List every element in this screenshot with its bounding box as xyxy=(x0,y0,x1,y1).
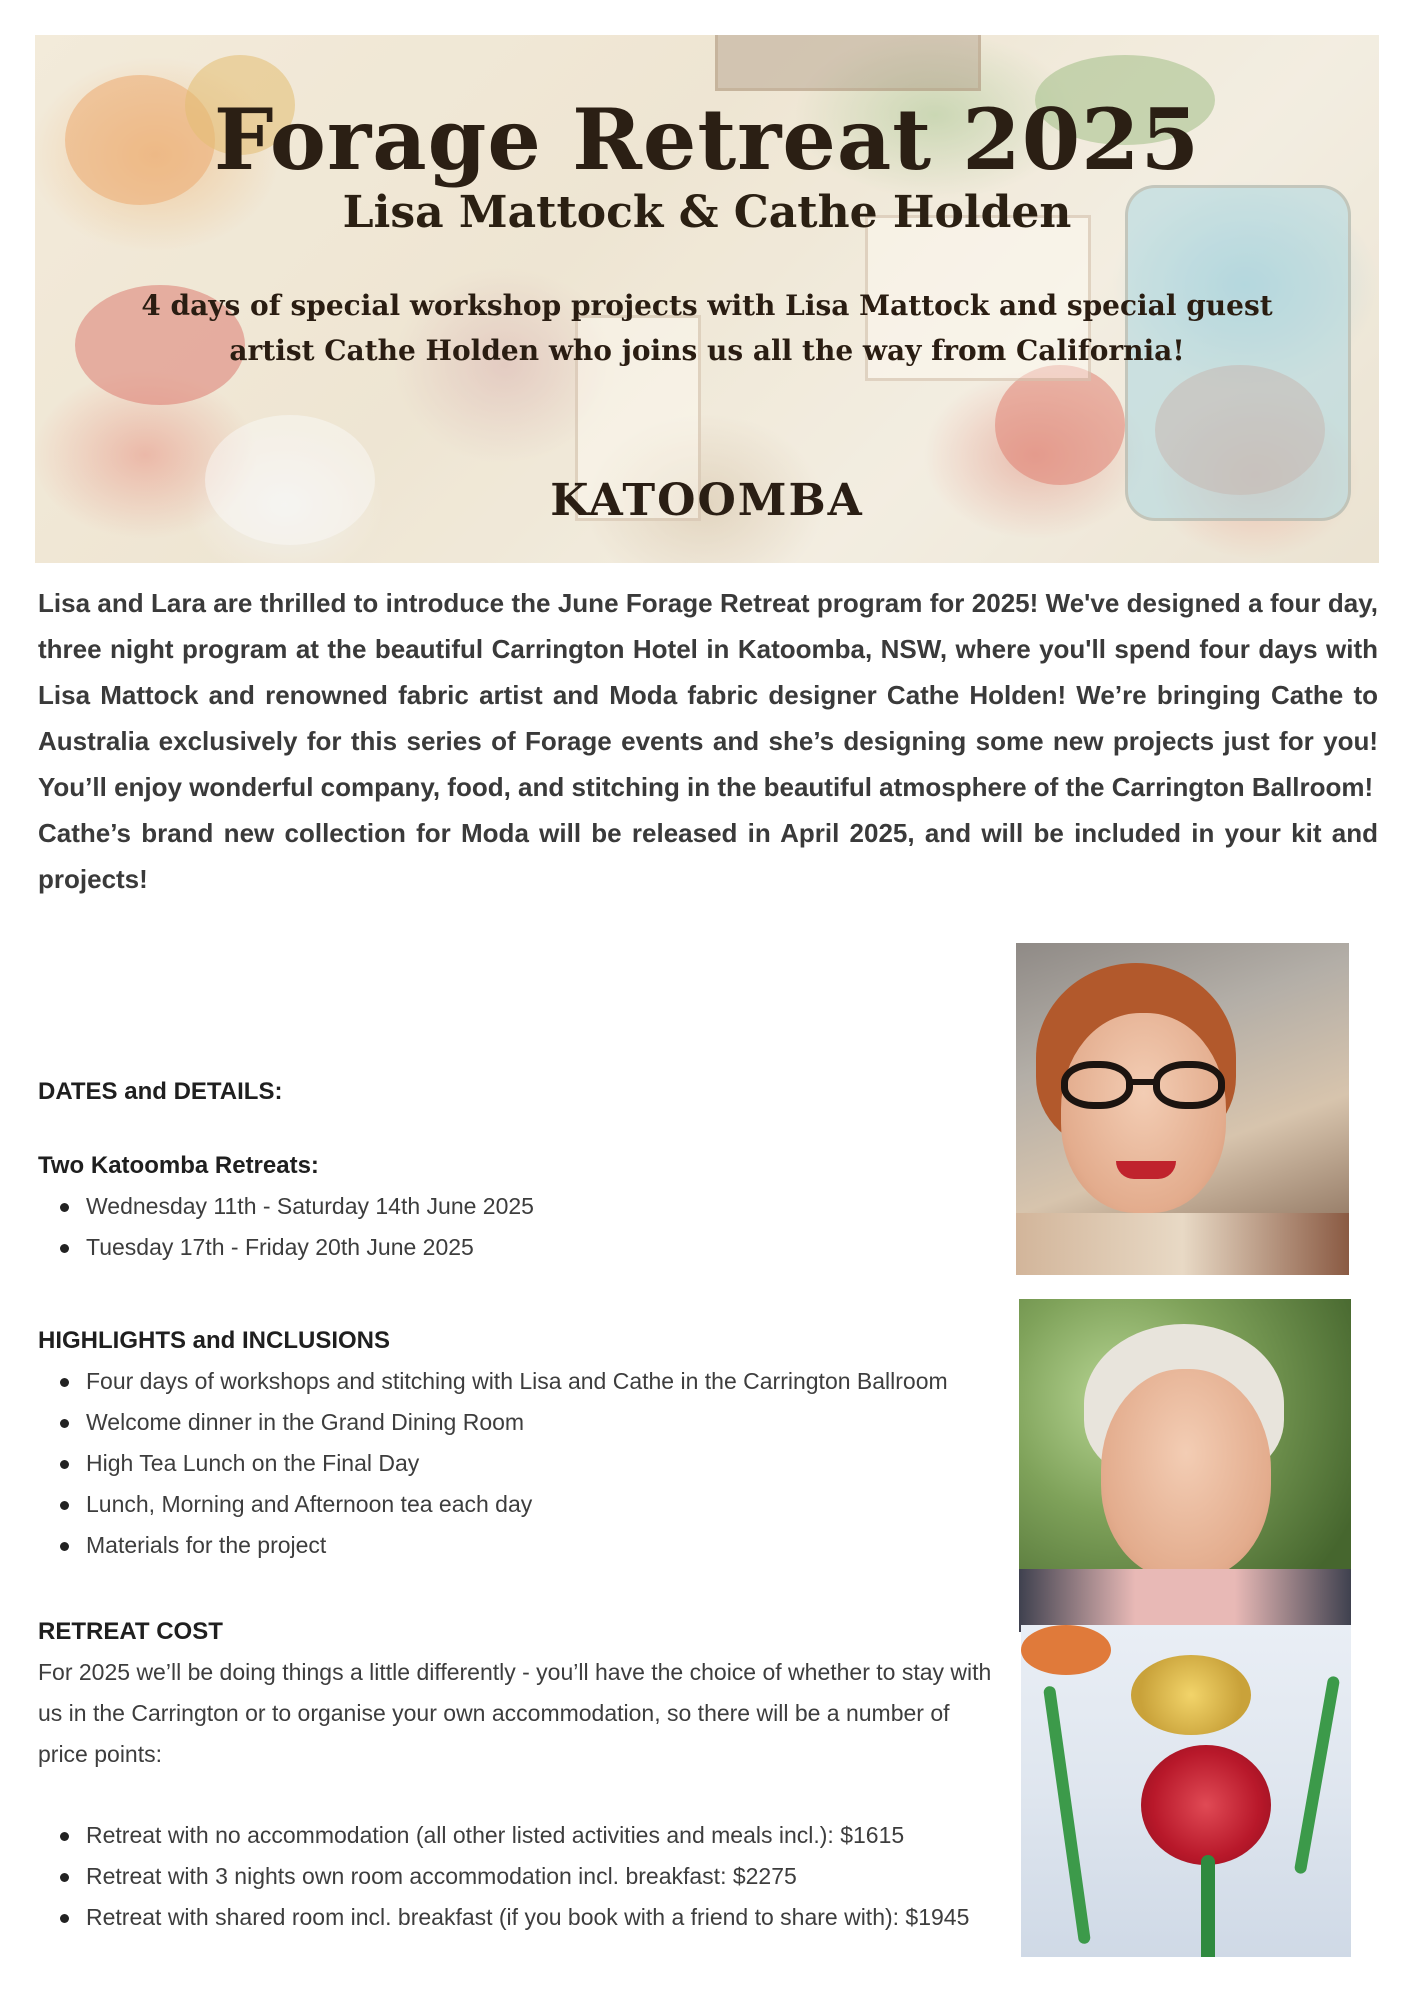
intro-text-2: Cathe’s brand new collection for Moda will be released in April 2025, and will be included in your kit and projects! xyxy=(38,818,1378,894)
photo-lisa xyxy=(1016,943,1349,1275)
location-title: KATOOMBA xyxy=(550,475,864,526)
cost-section xyxy=(38,1612,998,1938)
glasses-icon xyxy=(1061,1061,1236,1113)
list-item: Retreat with 3 nights own room accommodation incl. breakfast: $2275 xyxy=(86,1856,998,1897)
stem-shape xyxy=(1294,1675,1341,1874)
flower-shape xyxy=(1131,1655,1251,1735)
list-item: Tuesday 17th - Friday 20th June 2025 xyxy=(86,1227,998,1268)
stem-shape xyxy=(1043,1685,1091,1944)
header-banner xyxy=(35,35,1379,563)
flower-shape xyxy=(1021,1625,1111,1675)
shirt-shape xyxy=(1016,1213,1349,1275)
highlights-section xyxy=(38,1321,998,1566)
cost-heading: RETREAT COST xyxy=(38,1618,223,1645)
retreats-subheading: Two Katoomba Retreats: xyxy=(38,1152,319,1179)
highlights-heading: HIGHLIGHTS and INCLUSIONS xyxy=(38,1327,391,1354)
photo-cathe xyxy=(1019,1299,1351,1632)
flower-shape xyxy=(1141,1745,1271,1865)
cost-list xyxy=(38,1815,998,1938)
list-item: Lunch, Morning and Afternoon tea each day xyxy=(86,1484,998,1525)
dates-section xyxy=(38,1072,998,1268)
shirt-shape xyxy=(1019,1569,1351,1632)
dates-heading: DATES and DETAILS: xyxy=(38,1078,283,1105)
list-item: Materials for the project xyxy=(86,1525,998,1566)
highlights-list xyxy=(38,1361,998,1566)
list-item: Retreat with shared room incl. breakfast (if you book with a friend to share with): $1945 xyxy=(86,1897,998,1938)
dates-list xyxy=(38,1186,998,1268)
page-subtitle: Lisa Mattock & Cathe Holden xyxy=(342,187,1072,238)
banner-text xyxy=(35,35,1379,563)
intro-paragraph xyxy=(38,580,1378,902)
list-item: High Tea Lunch on the Final Day xyxy=(86,1443,998,1484)
list-item: Retreat with no accommodation (all other listed activities and meals incl.): $1615 xyxy=(86,1815,998,1856)
banner-intro: 4 days of special workshop projects with Lisa Mattock and special guest artist Cathe Holden who joins us all the way from California! xyxy=(141,289,1273,367)
list-item: Welcome dinner in the Grand Dining Room xyxy=(86,1402,998,1443)
face-shape xyxy=(1101,1369,1271,1579)
page-title: Forage Retreat 2025 xyxy=(213,90,1201,189)
intro-text-1: Lisa and Lara are thrilled to introduce the June Forage Retreat program for 2025! We've designed a four day, three night program at the beautiful Carrington Hotel in Katoomba, NSW, where you'll spend four days with Lisa Mattock and renowned fabric artist and Moda fabric designer Cathe Holden! We’re bringing Cathe to Australia exclusively for this series of Forage events and she’s designing some new projects just for you! You’ll enjoy wonderful company, food, and stitching in the beautiful atmosphere of the Carrington Ballroom! xyxy=(38,588,1378,802)
stem-shape xyxy=(1201,1855,1215,1957)
list-item: Four days of workshops and stitching with Lisa and Cathe in the Carrington Ballroom xyxy=(86,1361,998,1402)
face-shape xyxy=(1061,1013,1226,1213)
cost-text: For 2025 we’ll be doing things a little differently - you’ll have the choice of whether to stay with us in the Carrington or to organise your own accommodation, so there will be a number of price points: xyxy=(38,1659,992,1767)
list-item: Wednesday 11th - Saturday 14th June 2025 xyxy=(86,1186,998,1227)
mouth-shape xyxy=(1116,1161,1176,1179)
photo-embroidery xyxy=(1021,1625,1351,1957)
